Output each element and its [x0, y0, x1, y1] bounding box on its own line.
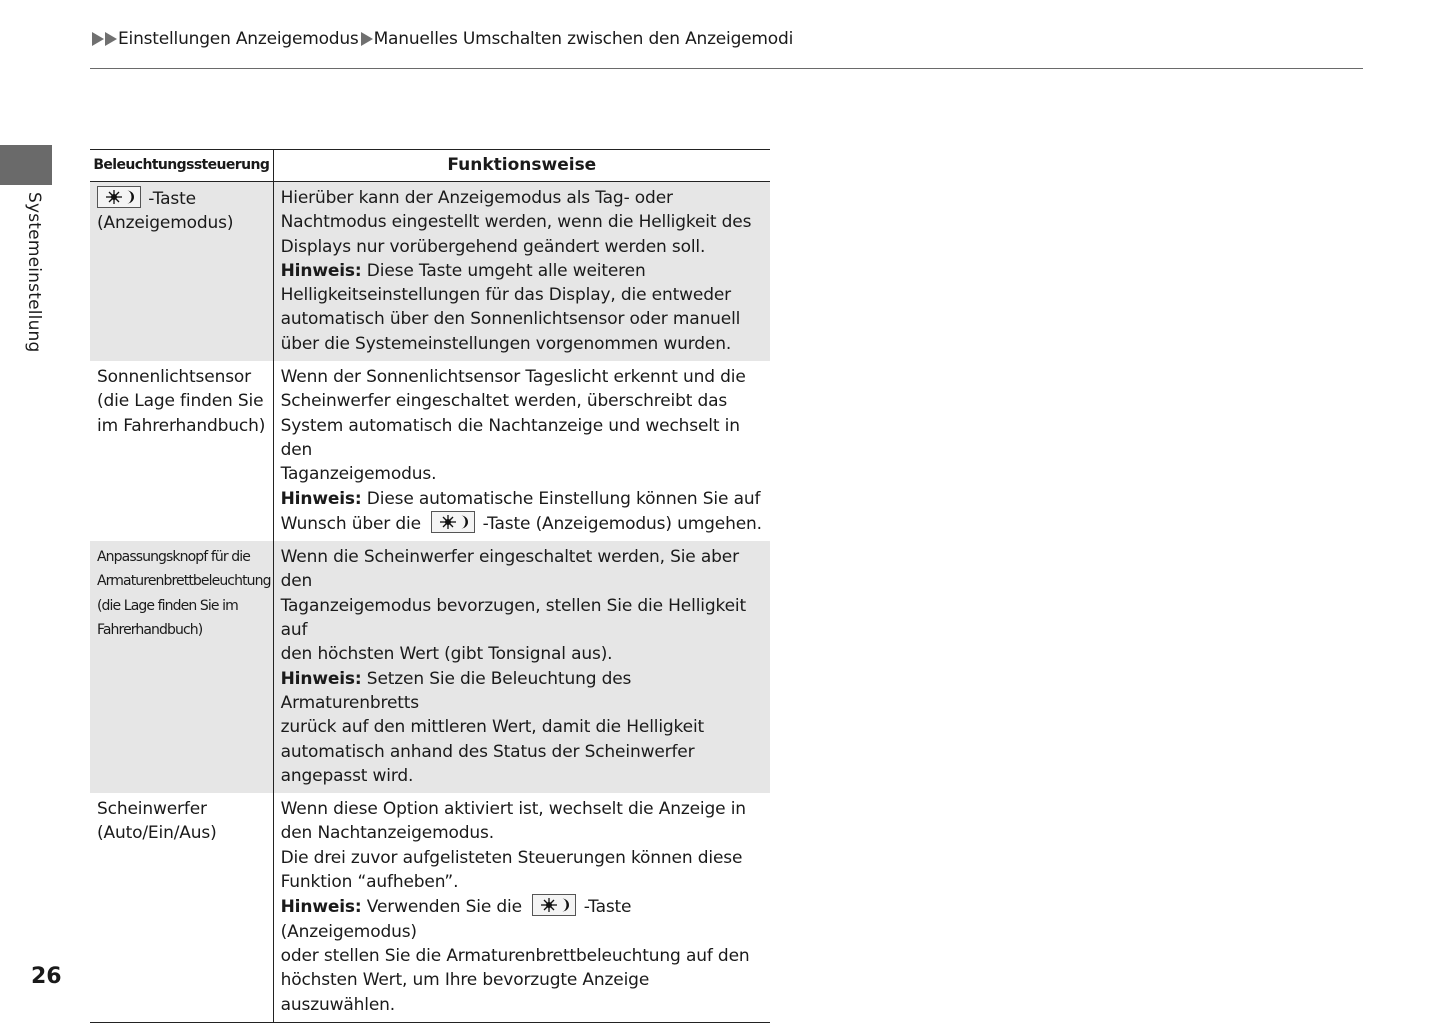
- note-text: Wunsch über die: [280, 513, 427, 534]
- function-line: Scheinwerfer eingeschaltet werden, überschreibt das: [280, 391, 728, 412]
- breadcrumb-item-current: Manuelles Umschalten zwischen den Anzeigemodi: [373, 29, 794, 49]
- control-cell: [90, 361, 273, 541]
- function-line: System automatisch die Nachtanzeige und wechselt in den: [280, 415, 740, 460]
- note-line: automatisch über den Sonnenlichtsensor oder manuell: [280, 309, 741, 330]
- control-line: (Anzeigemodus): [97, 213, 234, 234]
- control-cell: [90, 541, 273, 793]
- control-line: Fahrerhandbuch): [97, 622, 203, 639]
- chapter-tab-marker: [0, 145, 52, 185]
- page-number: 26: [31, 964, 62, 989]
- breadcrumb: [92, 29, 793, 49]
- note-line: zurück auf den mittleren Wert, damit die Helligkeit: [280, 717, 705, 738]
- note-label: Hinweis:: [280, 488, 362, 509]
- note-text: Setzen Sie die Beleuchtung des Armaturenbretts: [280, 668, 632, 713]
- control-cell: [90, 793, 273, 1022]
- breadcrumb-arrow-icon: [361, 32, 373, 46]
- control-line: Armaturenbrettbeleuchtung: [97, 573, 271, 590]
- function-cell: [273, 182, 770, 362]
- lighting-control-table: [90, 149, 770, 1023]
- table-row: [90, 541, 770, 793]
- note-text: -Taste (Anzeigemodus): [280, 897, 632, 942]
- mode-key-slot: [527, 897, 584, 917]
- function-line: Die drei zuvor aufgelisteten Steuerungen können diese: [280, 847, 743, 868]
- note-line: angepasst wird.: [280, 765, 414, 786]
- column-header-control: Beleuchtungssteuerung: [90, 150, 273, 182]
- sun-moon-icon: [431, 511, 475, 533]
- note-label: Hinweis:: [280, 260, 362, 281]
- function-line: Taganzeigemodus bevorzugen, stellen Sie die Helligkeit auf: [280, 595, 746, 641]
- function-line: den Nachtanzeigemodus.: [280, 823, 494, 844]
- note-text: Diese automatische Einstellung können Sie auf: [361, 488, 761, 509]
- sun-moon-icon: [97, 186, 141, 208]
- function-line: Funktion “aufheben”.: [280, 872, 459, 893]
- note-text: Verwenden Sie die: [361, 897, 528, 918]
- note-line: [281, 259, 764, 283]
- table-row: [90, 182, 770, 362]
- mode-key-slot: [426, 514, 483, 534]
- control-line: Sonnenlichtsensor: [97, 367, 251, 388]
- control-suffix: -Taste: [148, 189, 196, 209]
- function-line: Hierüber kann der Anzeigemodus als Tag- oder: [280, 188, 673, 208]
- function-line: Nachtmodus eingestellt werden, wenn die Helligkeit des: [280, 212, 752, 233]
- note-text: -Taste (Anzeigemodus) umgehen.: [482, 513, 762, 534]
- function-line: Wenn diese Option aktiviert ist, wechselt die Anzeige in: [280, 799, 746, 820]
- function-line: Wenn die Scheinwerfer eingeschaltet werden, Sie aber den: [280, 547, 739, 592]
- note-line: [281, 511, 764, 536]
- function-line: Taganzeigemodus.: [280, 464, 437, 485]
- control-line: (die Lage finden Sie: [97, 391, 264, 412]
- note-label: Hinweis:: [280, 668, 362, 689]
- control-line: Anpassungsknopf für die: [97, 549, 250, 566]
- function-line: Wenn der Sonnenlichtsensor Tageslicht erkennt und die: [280, 367, 746, 388]
- mode-key-slot: [97, 189, 148, 209]
- control-line: im Fahrerhandbuch): [97, 415, 266, 436]
- sun-moon-icon: [532, 894, 576, 916]
- chapter-tab-label: Systemeinstellung: [24, 192, 44, 353]
- function-cell: [273, 541, 770, 793]
- note-line: [281, 667, 764, 716]
- note-line: automatisch anhand des Status der Scheinwerfer: [280, 741, 695, 762]
- note-line: über die Systemeinstellungen vorgenommen wurden.: [280, 333, 732, 354]
- note-line: oder stellen Sie die Armaturenbrettbeleuchtung auf den: [280, 945, 750, 966]
- header-divider: [90, 68, 1363, 69]
- control-line: (Auto/Ein/Aus): [97, 823, 217, 844]
- table-header-row: [90, 150, 770, 182]
- note-line: [281, 487, 764, 511]
- note-text: Diese Taste umgeht alle weiteren: [361, 260, 646, 281]
- breadcrumb-arrow-icon: [105, 32, 117, 46]
- function-line: Displays nur vorübergehend geändert werden soll.: [280, 236, 706, 257]
- note-line: Helligkeitseinstellungen für das Display, die entweder: [280, 285, 731, 306]
- note-label: Hinweis:: [280, 897, 362, 918]
- function-cell: [273, 361, 770, 541]
- column-header-function: Funktionsweise: [273, 150, 770, 182]
- breadcrumb-arrow-icon: [92, 32, 104, 46]
- control-line: [97, 186, 271, 211]
- note-line: [281, 894, 764, 944]
- breadcrumb-item-settings[interactable]: Einstellungen Anzeigemodus: [118, 29, 359, 49]
- function-line: den höchsten Wert (gibt Tonsignal aus).: [280, 644, 613, 665]
- control-cell: [90, 182, 273, 362]
- function-cell: [273, 793, 770, 1022]
- table-row: [90, 361, 770, 541]
- table-row: [90, 793, 770, 1022]
- note-line: höchsten Wert, um Ihre bevorzugte Anzeige auszuwählen.: [280, 970, 650, 1015]
- control-line: (die Lage finden Sie im: [97, 597, 238, 614]
- control-line: Scheinwerfer: [97, 799, 207, 820]
